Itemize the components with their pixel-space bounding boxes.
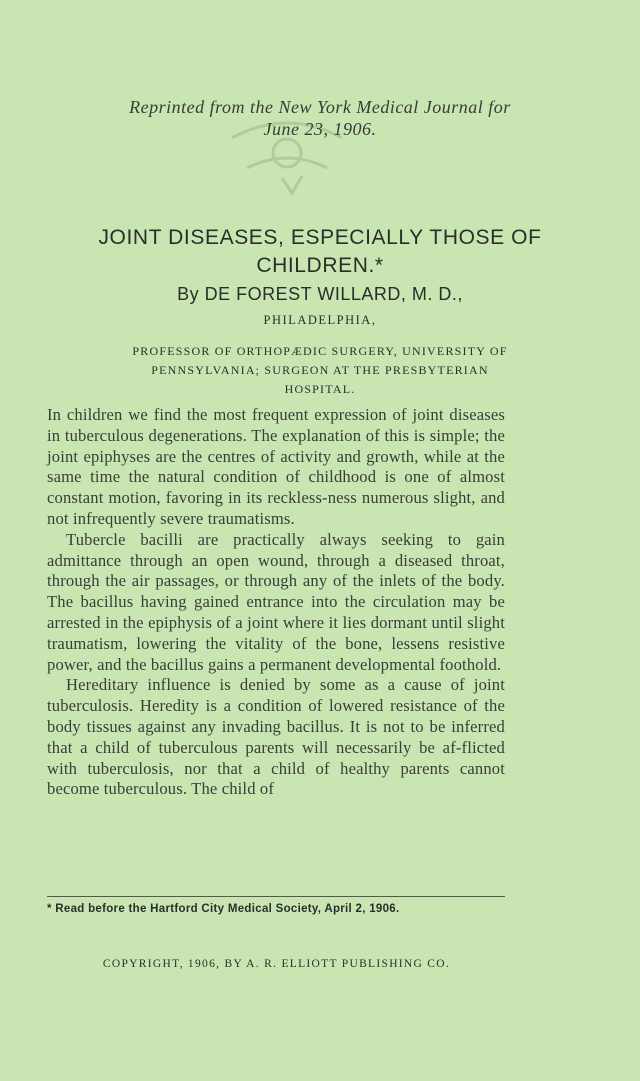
article-body bbox=[47, 405, 505, 800]
copyright-notice: COPYRIGHT, 1906, BY A. R. ELLIOTT PUBLISHING CO. bbox=[102, 958, 451, 970]
title-line-1: JOINT DISEASES, ESPECIALLY THOSE OF bbox=[98, 226, 542, 249]
reprint-line-1: Reprinted from the New York Medical Journal for bbox=[129, 97, 511, 117]
reprint-line-2: June 23, 1906. bbox=[263, 119, 377, 139]
paragraph: Hereditary influence is denied by some as a cause of joint tuberculosis. Heredity is a condition of lowered resistance of the body tissues against any invading bacillus. It is not to be inferred that a child of tuberculous parents will necessarily be af-flicted with tuberculosis, nor that a child of healthy parents cannot become tuberculous. The child of bbox=[47, 675, 505, 799]
author-affiliation bbox=[50, 342, 590, 399]
paragraph: In children we find the most frequent expression of joint diseases in tuberculous degenerations. The explanation of this is simple; the joint epiphyses are the centres of activity and growth, while at the same time the natural condition of childhood is one of almost constant motion, favoring in its reckless-ness numerous slight, and not infrequently severe traumatisms. bbox=[47, 405, 505, 528]
title-line-2: CHILDREN.* bbox=[256, 254, 384, 277]
author-name: DE FOREST WILLARD, M. D., bbox=[204, 284, 463, 304]
affiliation-line-3: HOSPITAL. bbox=[284, 382, 356, 396]
affiliation-line-2: PENNSYLVANIA; SURGEON AT THE PRESBYTERIAN bbox=[151, 363, 489, 377]
article-title bbox=[0, 224, 640, 280]
byline-prefix: By bbox=[177, 284, 200, 304]
footnote-divider bbox=[47, 896, 505, 897]
author-city: PHILADELPHIA, bbox=[263, 313, 377, 327]
reprint-notice bbox=[0, 96, 640, 140]
paragraph: Tubercle bacilli are practically always seeking to gain admittance through an open wound, through a diseased throat, through the air passages, or through any of the inlets of the body. The bacillus having gained entrance into the circulation may be arrested in the epiphysis of a joint where it lies dormant until slight traumatism, lowering the vitality of the bone, lessens resistive power, and the bacillus gains a permanent developmental foothold. bbox=[47, 529, 505, 674]
affiliation-line-1: PROFESSOR OF ORTHOPÆDIC SURGERY, UNIVERSITY OF bbox=[132, 344, 508, 358]
byline bbox=[0, 284, 640, 305]
footnote: * Read before the Hartford City Medical Society, April 2, 1906. bbox=[47, 903, 400, 915]
